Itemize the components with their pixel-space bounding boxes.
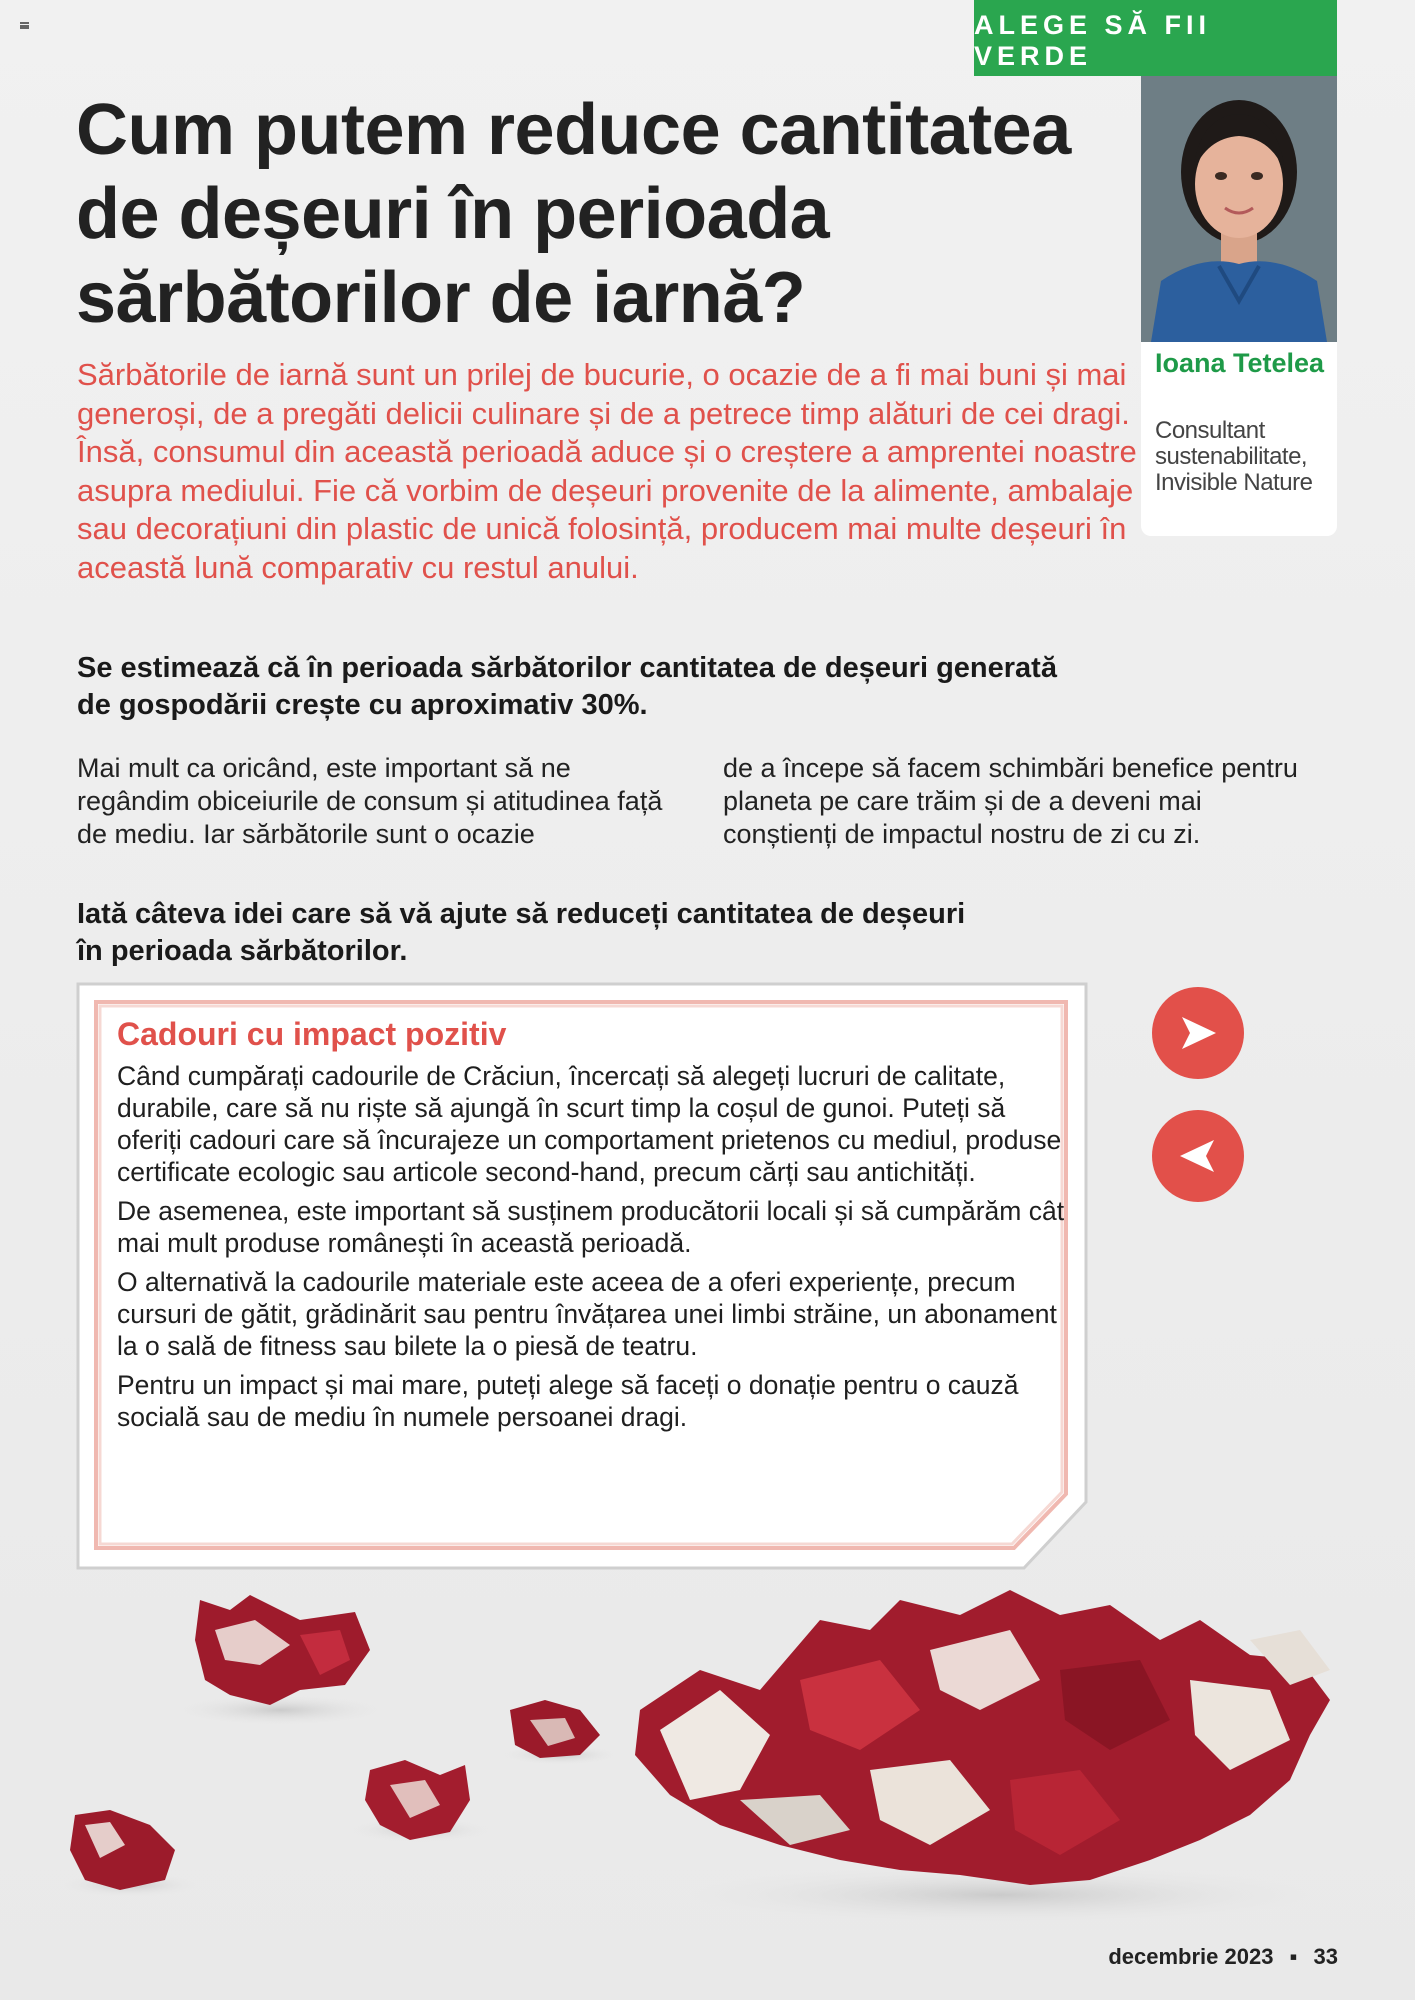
page-footer	[1108, 1944, 1338, 1970]
body-column-left: Mai mult ca oricând, este important să ne regândim obiceiurile de consum și atitudinea față de mediu. Iar sărbătorile sunt o ocazie	[77, 753, 663, 849]
menu-icon[interactable]	[20, 22, 29, 29]
crumpled-wrapping-paper-image	[0, 1560, 1415, 1940]
next-tip-button[interactable]	[1152, 987, 1244, 1079]
footer-separator: ▪	[1289, 1944, 1298, 1969]
tip-card-paragraph: Când cumpărați cadourile de Crăciun, încercați să alegeți lucruri de calitate, durabile, care să nu riște să ajungă în scurt timp la coșul de gunoi. Puteți să oferiți cadouri care să încurajeze un comportament prietenos cu mediul, produse certificate ecologic sau articole second-hand, precum cărți sau antichități.	[117, 1061, 1062, 1187]
tip-card-body	[117, 1060, 1077, 1440]
tip-card-paragraph: Pentru un impact și mai mare, puteți alege să faceți o donație pentru o cauză socială sau de mediu în numele persoanei dragi.	[117, 1370, 1019, 1432]
author-card	[1141, 76, 1337, 536]
author-role: Consultant sustenabilitate, Invisible Nature	[1155, 417, 1313, 496]
page-title: Cum putem reduce cantitatea de deșeuri în perioada sărbătorilor de iarnă?	[76, 90, 1071, 338]
tip-card-paragraph: O alternativă la cadourile materiale este aceea de a oferi experiențe, precum cursuri de gătit, grădinărit sau pentru învățarea unei limbi străine, un abonament la o sală de fitness sau bilete la o piesă de teatru.	[117, 1267, 1057, 1361]
highlight-statement: Se estimează că în perioada sărbătorilor cantitatea de deșeuri generată de gospodării crește cu aproximativ 30%.	[77, 652, 1057, 721]
chevron-left-icon	[1176, 1134, 1220, 1178]
issue-date: decembrie 2023	[1108, 1944, 1274, 1969]
author-portrait-image	[1141, 76, 1337, 342]
page-number: 33	[1313, 1944, 1338, 1969]
author-name: Ioana Tetelea	[1155, 348, 1325, 378]
tip-card-title: Cadouri cu impact pozitiv	[117, 1016, 507, 1052]
chevron-right-icon	[1176, 1011, 1220, 1055]
previous-tip-button[interactable]	[1152, 1110, 1244, 1202]
tips-heading: Iată câteva idei care să vă ajute să reduceți cantitatea de deșeuri în perioada sărbătorilor.	[77, 898, 966, 967]
body-column-right: de a începe să facem schimbări benefice pentru planeta pe care trăim și de a deveni mai conștienți de impactul nostru de zi cu zi.	[723, 753, 1298, 849]
section-tag: ALEGE SĂ FII VERDE	[974, 0, 1337, 76]
author-photo	[1141, 76, 1337, 342]
tip-card-paragraph: De asemenea, este important să susținem producătorii locali și să cumpărăm cât mai mult produse românești în această perioadă.	[117, 1196, 1065, 1258]
intro-paragraph: Sărbătorile de iarnă sunt un prilej de bucurie, o ocazie de a fi mai buni și mai generoși, de a pregăti delicii culinare și de a petrece timp alături de cei dragi. Însă, consumul din această perioadă aduce și o creștere a amprentei noastre asupra mediului. Fie că vorbim de deșeuri provenite de la alimente, ambalaje sau decorațiuni din plastic de unică folosință, producem mai multe deșeuri în această lună comparativ cu restul anului.	[77, 357, 1137, 585]
